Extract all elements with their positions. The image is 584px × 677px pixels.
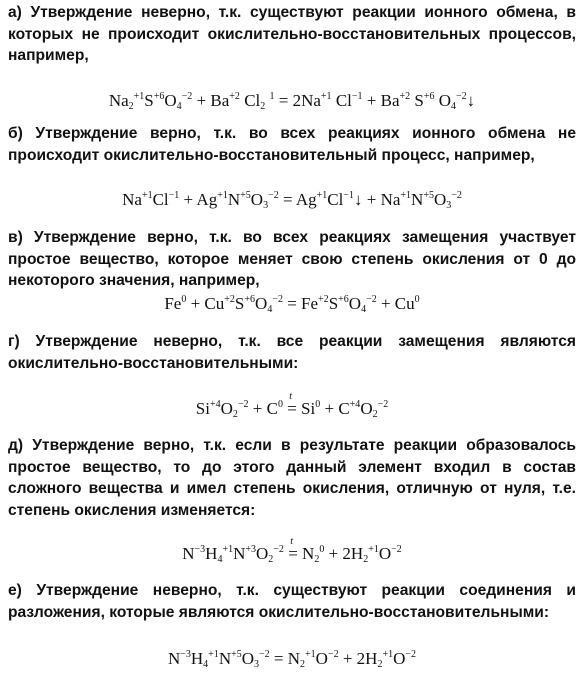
equation-f: $N^{-3}H_4^{+1}N^{+5}O_3^{-2} = N_2^{+1}O^{-2} + 2H_2^{+1}O^{-2}$ [167, 649, 417, 670]
equation-b: $Na^{+1}Cl^{-1} + Ag^{+1}N^{+5}O_3^{-2}$ = $Ag^{+1}Cl^{-1}↓ + Na^{+1}N^{+5}O_3^{-2}$ [122, 190, 462, 211]
statement-e: д) Утверждение верно, т.к. если в результате реакции образовалось простое вещество, то до этого данный элемент входил в состав сложного вещества и имел степень окисления, отличную от нуля, т.е. степень окисления изменяется: [8, 437, 576, 519]
heating-mark: t = [288, 536, 298, 563]
equation-a: $Na_2^{+1}S^{+6}O_4^{-2} + Ba^{+2}$ $Cl_2$ $^1 = 2Na^{+1}$ $Cl^{-1} + Ba^{+2}$ $S^{+6}$ $O_4^{-2}↓$ [108, 91, 476, 112]
equation-d: $Si^{+4}O_2^{-2} + C^0$ t = $Si^0 + C^{+4}O_2^{-2}$ [195, 391, 389, 420]
equation-c: $Fe^0 + Cu^{+2}S^{+6}O_4^{-2} = Fe^{+2}S^{+6}O_4^{-2} + Cu^0$ [164, 294, 420, 315]
statement-b: б) Утверждение верно, т.к. во всех реакциях ионного обмена не происходит окислительно-восстановительный процесс, например, [8, 125, 576, 164]
statement-a: а) Утверждение неверно, т.к. существуют реакции ионного обмена, в которых не происходит окислительно-восстановительных процессов, например, [8, 4, 576, 64]
equation-e: $N^{-3}H_4^{+1}N^{+3}O_2^{-2}$ t = $N_2^0 + 2H_2^{+1}O^{-2}$ [182, 536, 402, 565]
statement-c: в) Утверждение верно, т.к. во всех реакциях замещения участвует простое вещество, которое меняет свою степень окисления от 0 до некоторого значения, например, [8, 229, 576, 289]
heating-mark: t = [287, 391, 297, 418]
statement-f: е) Утверждение неверно, т.к. существуют реакции соединения и разложения, которые являются окислительно-восстановительными: [8, 582, 576, 621]
statement-d: г) Утверждение неверно, т.к. все реакции замещения являются окислительно-восстановительными: [8, 333, 576, 372]
